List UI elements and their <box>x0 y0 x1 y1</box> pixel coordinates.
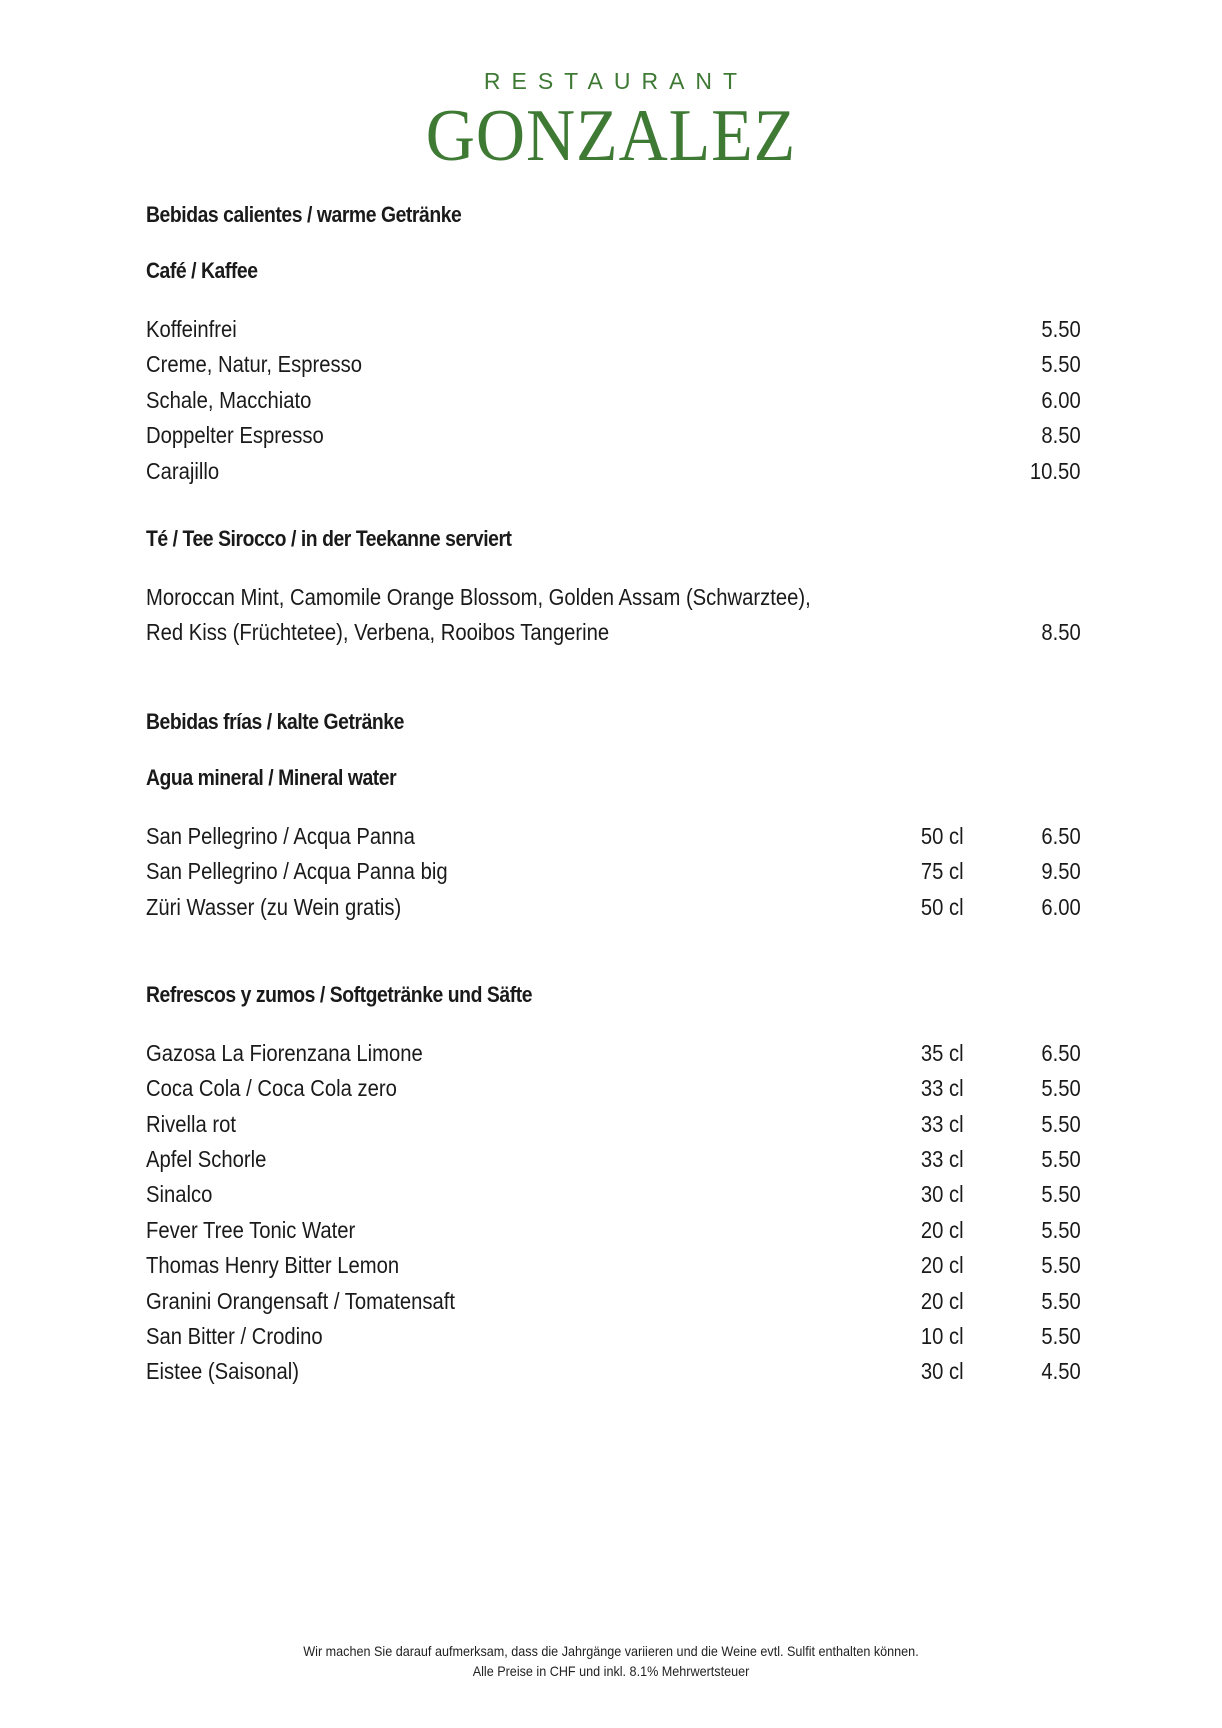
item-name: Gazosa La Fiorenzana Limone <box>146 1039 423 1066</box>
item-volume: 20 cl <box>921 1252 964 1279</box>
item-volume: 33 cl <box>921 1110 964 1137</box>
item-price: 4.50 <box>1041 1358 1081 1385</box>
item-volume: 50 cl <box>921 893 964 920</box>
menu-item <box>146 1109 1081 1144</box>
section-title-tea: Té / Tee Sirocco / in der Teekanne serviert <box>146 525 512 551</box>
item-name: San Bitter / Crodino <box>146 1323 323 1350</box>
logo-restaurant-label: RESTAURANT <box>483 68 749 94</box>
drinks-menu <box>146 202 1081 1392</box>
item-volume: 35 cl <box>921 1039 964 1066</box>
coffee-list <box>146 314 1081 491</box>
item-price: 6.50 <box>1041 822 1081 849</box>
menu-item <box>146 1215 1081 1250</box>
menu-item <box>146 1356 1081 1391</box>
menu-item <box>146 314 1081 349</box>
footer-note <box>0 1641 1222 1681</box>
item-name: Coca Cola / Coca Cola zero <box>146 1075 397 1102</box>
tea-varieties-line-2 <box>146 617 1081 652</box>
item-name: Red Kiss (Früchtetee), Verbena, Rooibos Tangerine <box>146 619 610 646</box>
item-price: 8.50 <box>1041 422 1081 449</box>
item-price: 5.50 <box>1041 1146 1081 1173</box>
item-name: Apfel Schorle <box>146 1146 267 1173</box>
item-name: Moroccan Mint, Camomile Orange Blossom, Golden Assam (Schwarztee), <box>146 583 811 610</box>
menu-item <box>146 385 1081 420</box>
menu-item <box>146 420 1081 455</box>
item-name: Fever Tree Tonic Water <box>146 1216 356 1243</box>
footer-line-prices: Alle Preise in CHF und inkl. 8.1% Mehrwertsteuer <box>472 1663 750 1679</box>
item-price: 6.00 <box>1041 386 1081 413</box>
menu-item <box>146 1250 1081 1285</box>
logo-wordmark: GONZALEZ <box>425 95 797 177</box>
item-name: San Pellegrino / Acqua Panna <box>146 822 415 849</box>
item-price: 6.00 <box>1041 893 1081 920</box>
menu-item <box>146 456 1081 491</box>
item-name: San Pellegrino / Acqua Panna big <box>146 858 448 885</box>
item-volume: 50 cl <box>921 822 964 849</box>
menu-item <box>146 1286 1081 1321</box>
section-title-mineral-water: Agua mineral / Mineral water <box>146 764 397 790</box>
item-name: Rivella rot <box>146 1110 236 1137</box>
item-volume: 33 cl <box>921 1146 964 1173</box>
item-price: 8.50 <box>1041 619 1081 646</box>
item-price: 10.50 <box>1030 457 1081 484</box>
item-name: Thomas Henry Bitter Lemon <box>146 1252 400 1279</box>
item-name: Schale, Macchiato <box>146 386 312 413</box>
item-name: Züri Wasser (zu Wein gratis) <box>146 893 402 920</box>
tea-varieties-line-1 <box>146 582 1081 617</box>
item-name: Koffeinfrei <box>146 316 237 342</box>
item-price: 6.50 <box>1041 1039 1081 1066</box>
item-price: 5.50 <box>1041 1323 1081 1350</box>
item-price: 5.50 <box>1041 1181 1081 1208</box>
menu-item <box>146 1073 1081 1108</box>
item-name: Carajillo <box>146 457 220 484</box>
item-name: Sinalco <box>146 1181 213 1208</box>
menu-item <box>146 1179 1081 1214</box>
menu-item <box>146 349 1081 384</box>
item-price: 5.50 <box>1041 1252 1081 1279</box>
section-title-soft-drinks: Refrescos y zumos / Softgetränke und Säfte <box>146 981 533 1007</box>
section-title-hot-drinks: Bebidas calientes / warme Getränke <box>146 202 462 227</box>
menu-item <box>146 856 1081 891</box>
item-price: 5.50 <box>1041 1216 1081 1243</box>
item-volume: 75 cl <box>921 858 964 885</box>
item-price: 9.50 <box>1041 858 1081 885</box>
item-name: Doppelter Espresso <box>146 422 324 449</box>
item-price: 5.50 <box>1041 1110 1081 1137</box>
item-volume: 33 cl <box>921 1075 964 1102</box>
item-name: Eistee (Saisonal) <box>146 1358 299 1385</box>
item-price: 5.50 <box>1041 1287 1081 1314</box>
menu-item <box>146 1038 1081 1073</box>
section-title-cold-drinks: Bebidas frías / kalte Getränke <box>146 708 404 734</box>
item-price: 5.50 <box>1041 351 1081 378</box>
item-volume: 30 cl <box>921 1181 964 1208</box>
menu-item <box>146 892 1081 927</box>
item-volume: 20 cl <box>921 1287 964 1314</box>
item-name: Granini Orangensaft / Tomatensaft <box>146 1287 456 1314</box>
water-list <box>146 821 1081 927</box>
item-volume: 30 cl <box>921 1358 964 1385</box>
item-volume: 10 cl <box>921 1323 964 1350</box>
item-name: Creme, Natur, Espresso <box>146 351 362 378</box>
item-price: 5.50 <box>1041 316 1081 342</box>
footer-line-vintage: Wir machen Sie darauf aufmerksam, dass die Jahrgänge variieren und die Weine evtl. Sulfit enthalten können. <box>303 1643 919 1659</box>
item-volume: 20 cl <box>921 1216 964 1243</box>
soft-drinks-list <box>146 1038 1081 1392</box>
section-title-coffee: Café / Kaffee <box>146 258 258 283</box>
menu-item <box>146 821 1081 856</box>
menu-item <box>146 1144 1081 1179</box>
item-price: 5.50 <box>1041 1075 1081 1102</box>
menu-item <box>146 1321 1081 1356</box>
